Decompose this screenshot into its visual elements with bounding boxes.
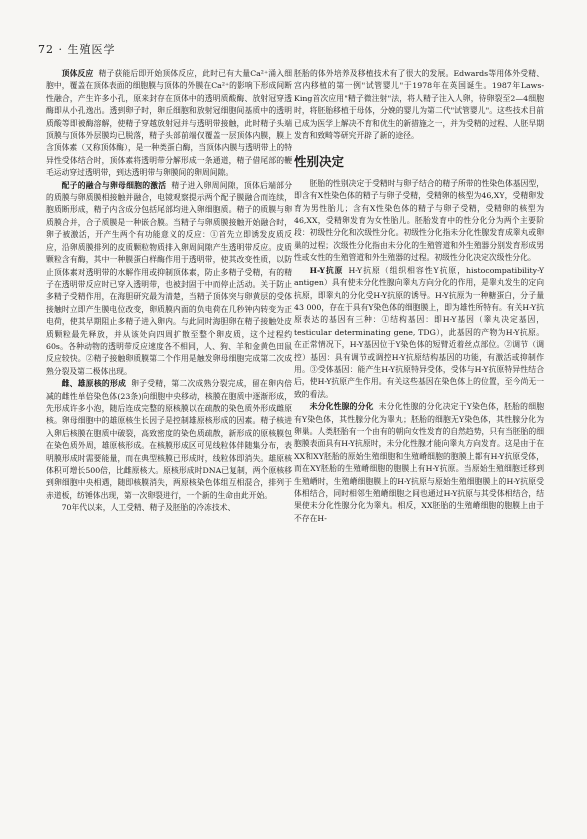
paragraph-gonad-differentiation <box>294 401 544 525</box>
paragraph-text: 胚胎的性别决定于受精时与卵子结合的精子所带的性染色体基因型，即含有X性染色体的精子与卵子受精，受精卵的核型为46,XY，受精卵发育为男性胎儿；含有X性染色体的精子与卵子受精，受精卵的核型为46,XX，受精卵发育为女性胎儿。胚胎发育中的性分化分为两个主要阶段：初级性分化和次级性分化。初级性分化指未分化性腺发育成睾丸或卵巢的过程；次级性分化指由未分化的生殖管道和外生殖器分别发育形成男性或女性的生殖管道和外生殖器的过程。初级性分化决定次级性分化。 <box>294 178 544 263</box>
paragraph-text: 70年代以来，人工受精、精子及胚胎的冷冻技术、 <box>61 503 236 513</box>
paragraph-text: 精子进入卵周间隙，顶体后端部分的质膜与卵质膜相接触并融合，电镜观察提示两个配子膜融合而连续，胞质断形成，精子内含成分包括尾部均进入卵细胞质。精子的质膜与卵质膜合并，合子质膜是一种嵌合膜。当精子与卵质膜接触开始融合时，卵子被激活，开产生两个有功能意义的反应：①首先立即诱发皮质反应，沿卵质膜排列的皮质颗粒物质排入卵周间隙产生透明带反应。皮质颗粒含有酶，其中一种膜蛋白样酶作用于透明带，使其改变性质，以防止顶体素对透明带的水解作用或抑制顶体素，防止多精子受精，有的精子在透明带反应时已穿入透明带，也被封固于中而停止活动。关于防止多精子受精作用，在海胆研究最为清楚，当精子顶体突与卵黄层的受体接触时立即产生膜电位改变，卵质膜内面的负电荷在几秒钟内转变为正电荷，使其早期阻止多精子进入卵内。与此同时海胆卵在精子接触处皮质颗粒最先释放，并从该处向四周扩散至整个卵皮质，这个过程约60s。各种动物的透明带反应速度各不相同，人、狗、羊和金黄色田鼠反应较快。②精子接触卵质膜第二个作用是触发卵母细胞完成第二次成熟分裂及第二极体出现。 <box>46 180 293 376</box>
paragraph-pronucleus-formation <box>46 378 292 502</box>
paragraph-hy-antigen <box>294 265 544 401</box>
page-header <box>38 41 116 57</box>
paragraph-lead: H-Y抗原 <box>309 265 344 275</box>
paragraph-lead: 未分化性腺的分化 <box>309 402 374 412</box>
paragraph-text: 精子获能后即开始顶体反应，此时已有大量Ca²⁺涌入细胞中，覆盖在顶体表面的细胞膜与顶体的外膜在Ca²⁺的影响下形成间断性融合，产生许多小孔，原来封存在顶体中的透明质酸酶、放射冠穿透酶即从小孔逸出。透到卵子时，卵丘细胞和放射冠细胞间基质中的透明质酸等即被酶溶解，使精子穿越放射冠并与透明带接触，此时精子头端顶膜与顶体外层膜均已脱落，精子头部前端仅覆盖一层顶体内膜，膜上含顶体素（又称顶体酶），是一种类蛋白酶，当顶体内膜与透明带上的特异性受体结合时，顶体素将透明带分解形成一条通道，精子借尾部的鞭毛运动穿过透明带，到达透明带与卵膜间的卵周间隙。 <box>46 69 293 178</box>
paragraph-ivf-history <box>46 502 292 514</box>
section-title-sex-determination: 性别决定 <box>294 154 345 170</box>
paragraph-text: 卵子受精，第二次成熟分裂完成，留在卵内倍减的雌性单倍染色体(23条)向细胞中央移动，核膜在胞质中逐渐形成，先形成许多小泡，随后连成完整的原核膜以在疏散的染色质外形成雌原核。卵母细胞中的雄原核生长因子是控制雄原核形成的因素。精子核进入卵后核膜在胞质中破裂，高致密度的染色质疏散，新形成的原核膜包在染色质外周，雄原核形成。在核膜形成区可见线粒体伴随集分布，表明膜形成时需要能量，而在典型核膜已形成时，线粒体即消失。雄原核体积可增长500倍，比雌原核大。原核形成时DNA已复制，两个原核移到卵细胞中央相遇，随即核膜消失，两原核染色体组互相混合，排列于赤道板，纺锤体出现，第一次卵裂进行，一个新的生命由此开始。 <box>46 379 293 500</box>
paragraph-acrosome-reaction <box>46 68 292 180</box>
paragraph-ivf-continued <box>294 68 544 142</box>
book-title: 生殖医学 <box>67 43 116 56</box>
paragraph-text: 未分化性腺的分化决定于Y染色体，胚胎的细胞有Y染色体，其性腺分化为睾丸；胚胎的细胞无Y染色体，其性腺分化为卵巢。人类胚胎有一个由有的朝向女性发育的自然趋势，只有当胚胎的细胞膜表面具有H-Y抗原时，未分化性腺才能向睾丸方向发育。这是由于在XX和XY胚胎的原始生殖细胞和生殖嵴细胞的胞膜上都有H-Y抗原受体，而在XY胚胎的生殖嵴细胞的胞膜上有H-Y抗原。当原始生殖细胞迁移到生殖嵴时，生殖嵴细胞膜上的H-Y抗原与原始生殖细胞膜上的H-Y抗原受体相结合，同时相邻生殖嵴细胞之间也通过H-Y抗原与其受体相结合，结果使未分化性腺分化为睾丸。相反，XX胚胎的生殖嵴细胞的胞膜上由于不存在H- <box>294 402 544 523</box>
right-column <box>294 68 544 525</box>
page-number: 72 <box>38 43 54 56</box>
paragraph-text: H-Y抗原（组织相容性Y抗原，histocompatibility-Y antigen）具有使未分化性腺向睾丸方向分化的作用，是睾丸发生的定向抗原，即睾丸的分化受H-Y抗原的诱导。H-Y抗原为一种糖蛋白，分子量43 000，存在于具有Y染色体的细胞膜上，即为雄性所特有。有关H-Y抗原表达的基因有三种：①结构基因：即H-Y基因（睾丸决定基因，testicular determinating gene, TDG），此基因的产物为H-Y抗原。在正常情况下，H-Y基因位于Y染色体的短臂近着丝点部位。②调节（调控）基因：具有调节或调控H-Y抗原结构基因的功能，有激活或抑制作用。③受体基因：能产生H-Y抗原特异受体，受体与H-Y抗原特异性结合后，使H-Y抗原产生作用。有关这些基因在染色体上的位置，至今尚无一致的看法。 <box>294 265 545 399</box>
paragraph-lead: 雌、雄原核的形成 <box>61 379 127 389</box>
paragraph-text: 胚胎的体外培养及移植技术有了很大的发展。Edwards等用体外受精、宫内移植的第一例"试管婴儿"于1978年在英国诞生。1987年Laws-King首次应用"精子微注射"法，将人精子注入人卵，待卵裂至2—4细胞时，将胚胎移植于母体，分娩的婴儿为第二代"试管婴儿"。这些技术目前已成为医学上解决不育和优生的新措施之一，并为受精的过程、人胚早期发育和致畸等研究开辟了新的途径。 <box>294 69 544 141</box>
header-separator: · <box>58 43 68 56</box>
left-column <box>46 68 292 515</box>
paragraph-lead: 配子的融合与卵母细胞的激活 <box>61 180 167 190</box>
paragraph-sex-determination <box>294 178 544 265</box>
paragraph-lead: 顶体反应 <box>61 69 94 78</box>
paragraph-gamete-fusion <box>46 180 292 379</box>
